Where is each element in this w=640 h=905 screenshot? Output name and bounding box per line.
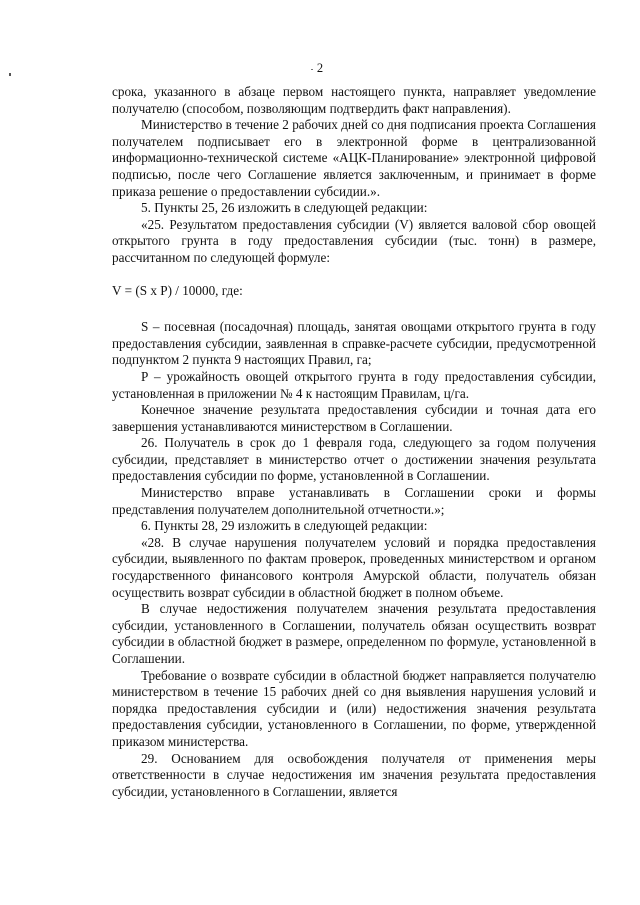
paragraph-clause-28: «28. В случае нарушения получателем условий и порядка предоставления субсидии, выявленного по фактам проверок, проведенных министерством и органом государственного финансового контроля Амурской области, получатель обязан осуществить возврат субсидии в областной бюджет в полном объеме.	[112, 534, 596, 600]
paragraph-definition-s: S – посевная (посадочная) площадь, занятая овощами открытого грунта в году предоставления субсидии, заявленная в справке-расчете субсидии, предусмотренной подпунктом 2 пункта 9 настоящих Правил, га;	[112, 319, 596, 368]
paragraph-refund-demand: Требование о возврате субсидии в областной бюджет направляется получателю министерством в течение 15 рабочих дней со дня выявления нарушения условий и порядка предоставления субсидии и (или) недостижения значения результата предоставления субсидии, установленного в Соглашении, по форме, утвержденной приказом министерства.	[112, 667, 596, 749]
paragraph-non-achievement: В случае недостижения получателем значения результата предоставления субсидии, установленного в Соглашении, получатель обязан осуществить возврат субсидии в областной бюджет в размере, определенном по формуле, установленной в Соглашении.	[112, 601, 596, 666]
paragraph-clause-25: «25. Результатом предоставления субсидии (V) является валовой сбор овощей открытого грунта в году предоставления субсидии (тыс. тонн) в размере, рассчитанном по следующей формуле:	[112, 216, 596, 265]
paragraph-continuation: срока, указанного в абзаце первом настоящего пункта, направляет уведомление получателю (способом, позволяющим подтвердить факт направления).	[112, 84, 596, 116]
paragraph-final-value: Конечное значение результата предоставления субсидии и точная дата его завершения устанавливаются министерством в Соглашении.	[112, 402, 596, 434]
paragraph-definition-p: P – урожайность овощей открытого грунта в году предоставления субсидии, установленная в приложении № 4 к настоящим Правилам, ц/га.	[112, 368, 596, 401]
paragraph-agreement-signing: Министерство в течение 2 рабочих дней со дня подписания проекта Соглашения получателем подписывает его в электронной форме в централизованной информационно-технической системе «АЦК-Планирование» электронной цифровой подписью, после чего Соглашение является заключенным, и принимает в форме приказа решение о предоставлении субсидии.».	[112, 117, 596, 199]
page-number: 2	[316, 61, 324, 75]
paragraph-item-6-heading: 6. Пункты 28, 29 изложить в следующей редакции:	[141, 518, 428, 534]
formula: V = (S x P) / 10000, где:	[112, 282, 243, 298]
paragraph-clause-26: 26. Получатель в срок до 1 февраля года, следующего за годом получения субсидии, представляет в министерство отчет о достижении значения результата предоставления субсидии по форме, установленной в Соглашении.	[112, 435, 596, 484]
paragraph-clause-29: 29. Основанием для освобождения получателя от применения меры ответственности в случае недостижения им значения результата предоставления субсидии, установленного в Соглашении, является	[112, 750, 596, 799]
paragraph-additional-reporting: Министерство вправе устанавливать в Соглашении сроки и формы представления получателем дополнительной отчетности.»;	[112, 485, 596, 517]
document-body	[112, 84, 596, 800]
paragraph-item-5-heading: 5. Пункты 25, 26 изложить в следующей редакции:	[141, 200, 428, 216]
